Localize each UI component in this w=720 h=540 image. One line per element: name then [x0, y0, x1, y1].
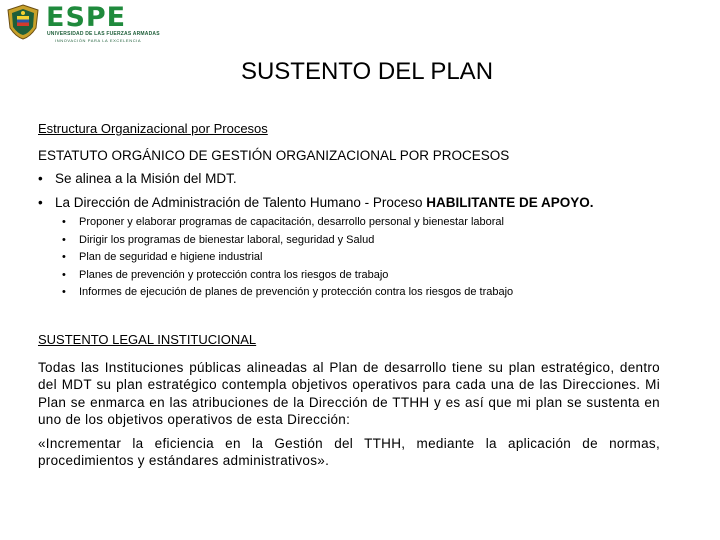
section-subheading-estatuto: ESTATUTO ORGÁNICO DE GESTIÓN ORGANIZACIONAL POR PROCESOS [38, 148, 510, 163]
list-item-text: Planes de prevención y protección contra los riesgos de trabajo [79, 268, 389, 281]
bullet-dot-icon: • [38, 195, 43, 210]
bullet-text-bold: HABILITANTE DE APOYO. [426, 195, 594, 210]
logo-motto: INNOVACIÓN PARA LA EXCELENCIA [55, 38, 142, 43]
bullet-dot-icon: • [38, 171, 43, 186]
bullet-text: La Dirección de Administración de Talento Humano - Proceso [55, 195, 427, 210]
list-item-text: Dirigir los programas de bienestar laboral, seguridad y Salud [79, 233, 375, 246]
paragraph-objetivo: «Incrementar la eficiencia en la Gestión del TTHH, mediante la aplicación de normas, procedimientos y estándares administrativos». [38, 436, 660, 469]
section-heading-sustento-legal: SUSTENTO LEGAL INSTITUCIONAL [38, 332, 257, 347]
espe-logo [6, 2, 160, 44]
paragraph-sustento: Todas las Instituciones públicas alineadas al Plan de desarrollo tiene su plan estratégico, dentro del MDT su plan estratégico contempla objetivos operativos para cada una de las Direcciones. Mi Plan se enmarca en las atribuciones de la Dirección de TTHH y es así que mi plan se sustenta en uno de los objetivos operativos de esta Dirección: [38, 360, 660, 427]
page-title: SUSTENTO DEL PLAN [240, 58, 494, 85]
list-item [62, 214, 513, 232]
list-item [62, 232, 513, 250]
logo-university-name: UNIVERSIDAD DE LAS FUERZAS ARMADAS [47, 31, 160, 37]
list-item [62, 249, 513, 267]
university-seal-icon [6, 4, 40, 40]
list-item [62, 284, 513, 302]
list-item-text: Proponer y elaborar programas de capacitación, desarrollo personal y bienestar laboral [79, 216, 504, 228]
bullet-item [38, 195, 593, 210]
sub-bullet-list [62, 214, 513, 302]
logo-wordmark: ESPE [46, 2, 127, 33]
bullet-dot-icon: • [62, 268, 66, 281]
bullet-item [38, 171, 237, 186]
bullet-dot-icon: • [62, 216, 66, 228]
list-item-text: Informes de ejecución de planes de prevención y protección contra los riesgos de trabajo [79, 286, 514, 298]
bullet-dot-icon: • [62, 233, 66, 246]
bullet-text: Se alinea a la Misión del MDT. [55, 171, 237, 186]
list-item-text: Plan de seguridad e higiene industrial [79, 251, 263, 263]
bullet-dot-icon: • [62, 286, 66, 298]
section-heading-estructura: Estructura Organizacional por Procesos [38, 121, 268, 136]
list-item [62, 267, 513, 285]
bullet-dot-icon: • [62, 251, 66, 263]
